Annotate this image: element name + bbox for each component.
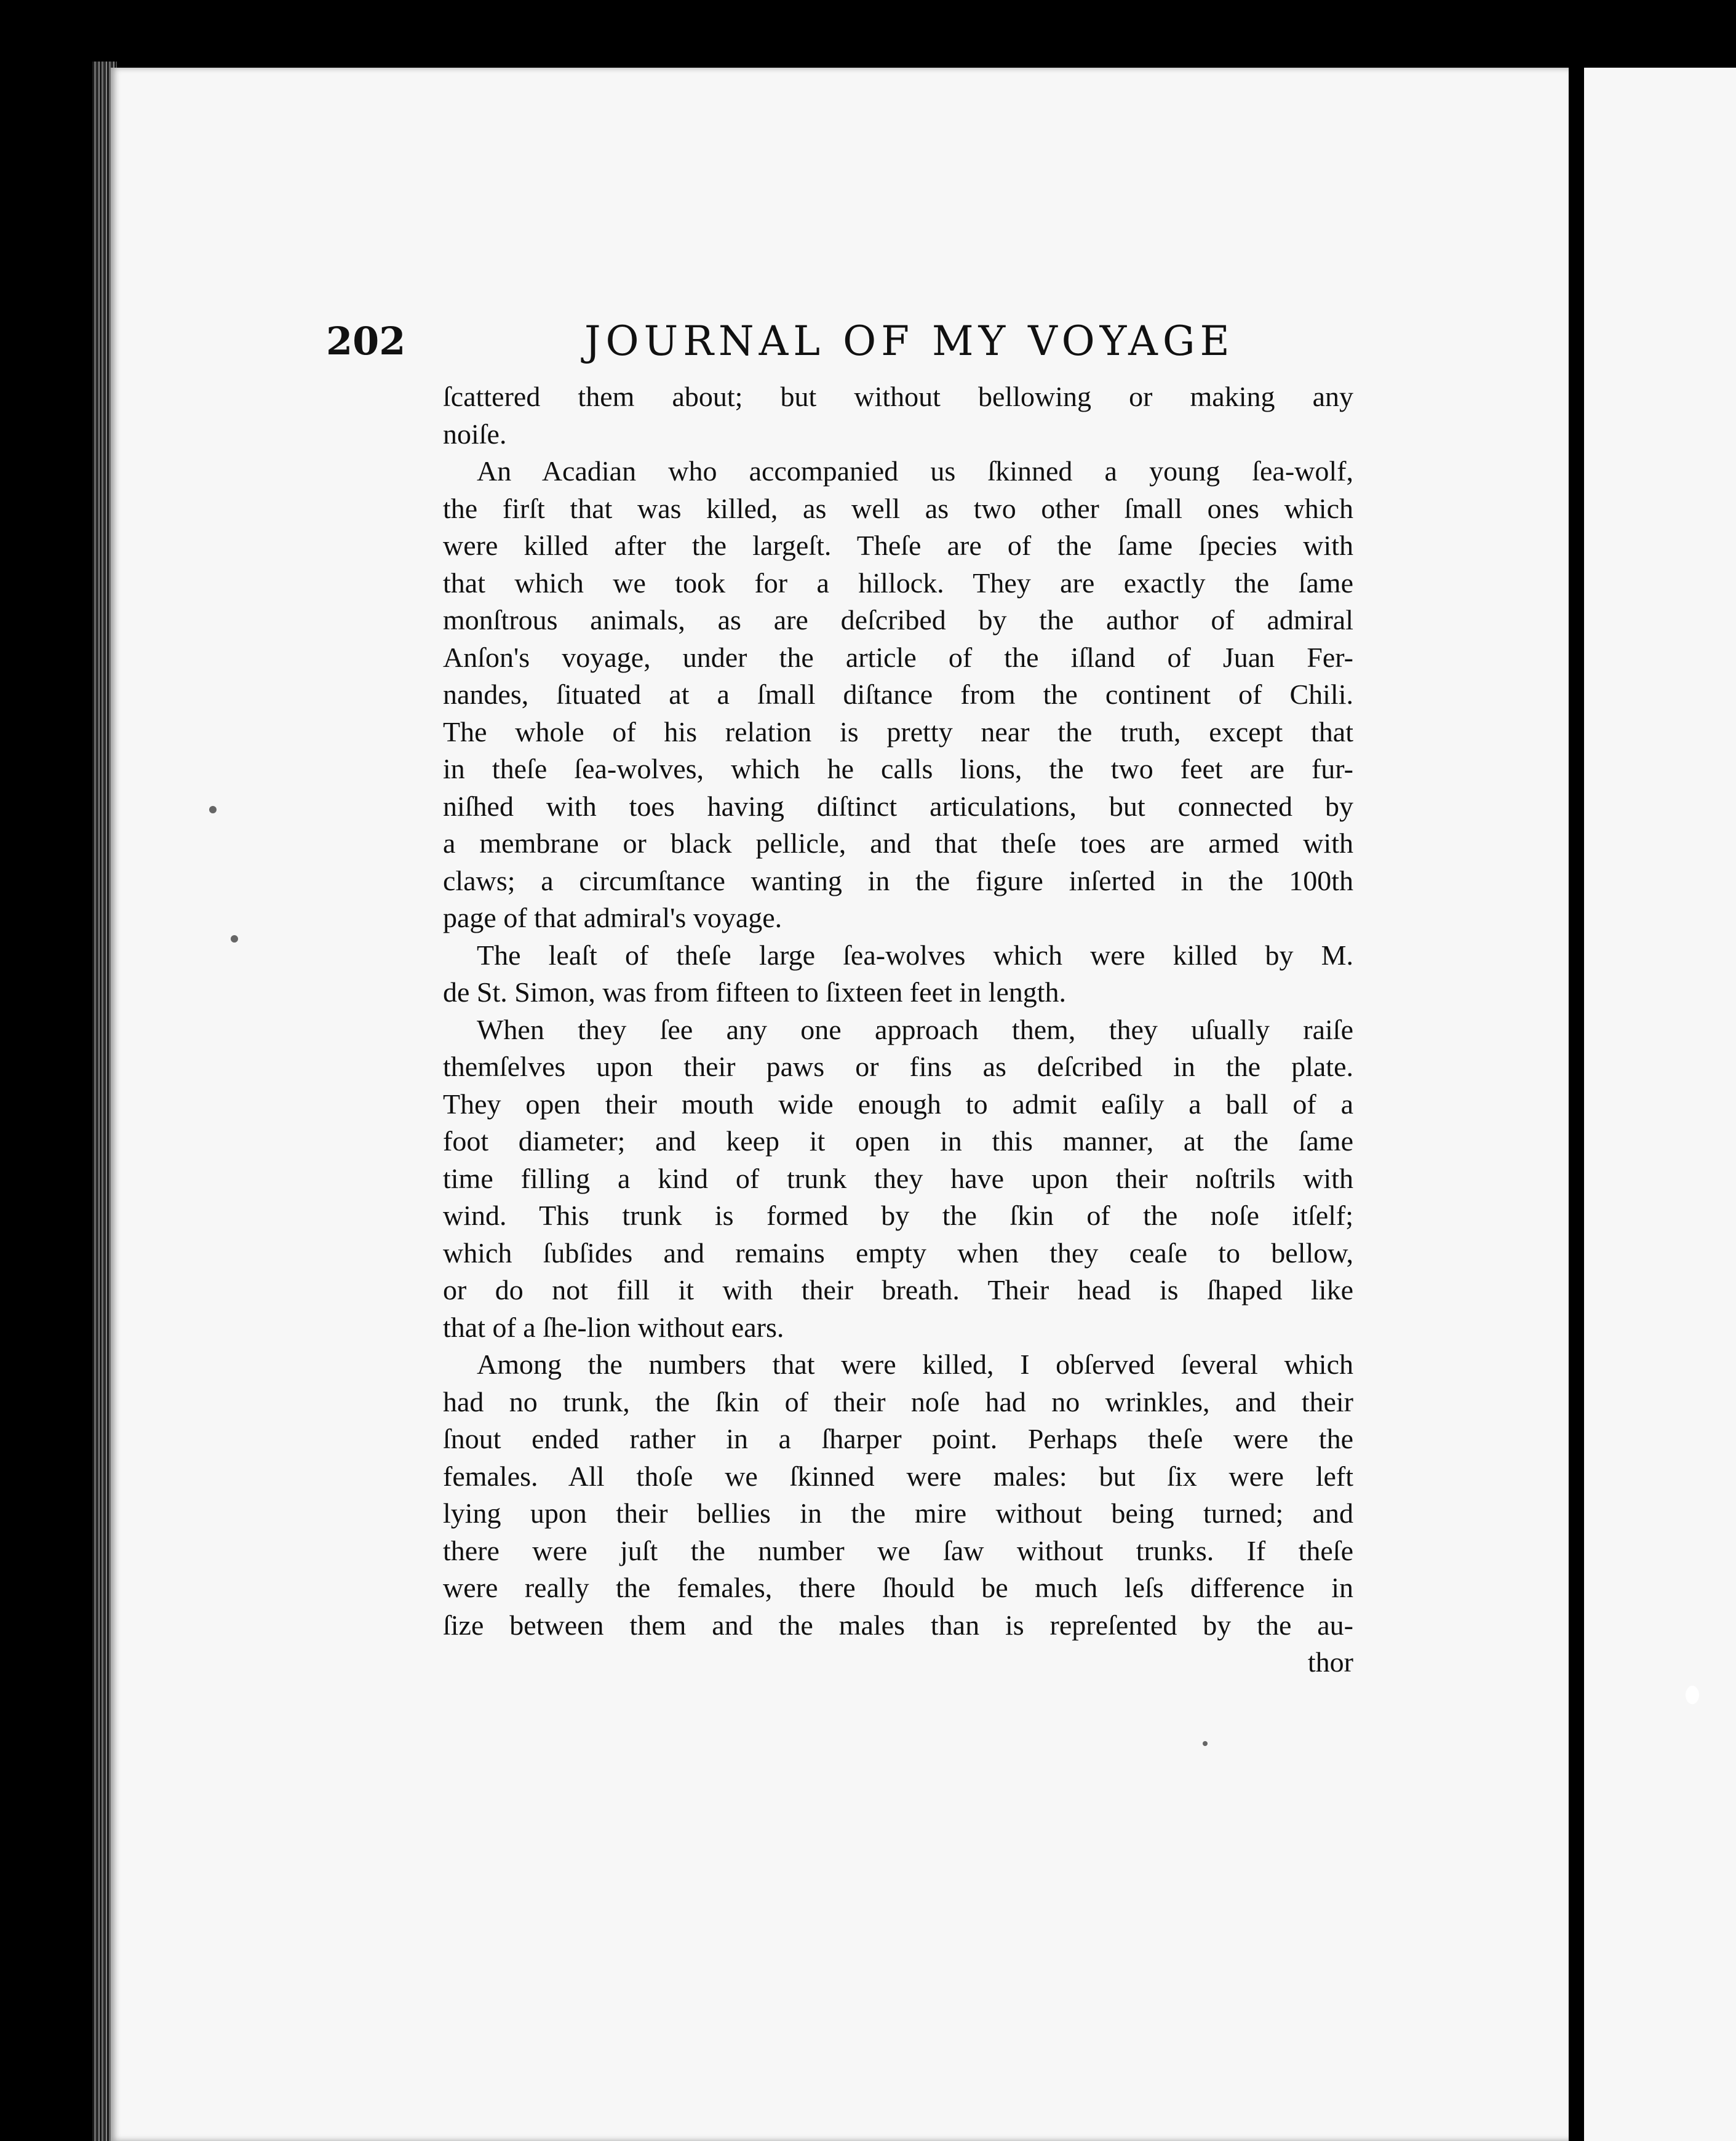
page-gutter bbox=[1569, 68, 1584, 2141]
text-line: or do not fill it with their breath. Their head is ſhaped like bbox=[443, 1274, 1353, 1306]
text-line: claws; a circumſtance wanting in the figure inſerted in the 100th bbox=[443, 864, 1353, 896]
text-line: monſtrous animals, as are deſcribed by the author of admiral bbox=[443, 604, 1353, 636]
text-line: When they ſee any one approach them, they uſually raiſe bbox=[477, 1013, 1353, 1045]
text-line: ſize between them and the males than is repreſented by the au- bbox=[443, 1609, 1353, 1641]
text-line: noiſe. bbox=[443, 418, 507, 450]
text-line: The leaſt of theſe large ſea-wolves which were killed by M. bbox=[477, 939, 1353, 971]
page-header bbox=[326, 308, 1360, 375]
catchword: thor bbox=[1307, 1646, 1353, 1678]
ink-speck bbox=[209, 806, 217, 813]
text-line: were killed after the largeſt. Theſe are of the ſame ſpecies with bbox=[443, 530, 1353, 561]
text-line: females. All thoſe we ſkinned were males: but ſix were left bbox=[443, 1460, 1353, 1492]
ink-speck bbox=[1686, 1686, 1699, 1704]
text-line: Anſon's voyage, under the article of the iſland of Juan Fer- bbox=[443, 641, 1353, 673]
text-line: time filling a kind of trunk they have upon their noſtrils with bbox=[443, 1162, 1353, 1194]
text-line: had no trunk, the ſkin of their noſe had no wrinkles, and their bbox=[443, 1385, 1353, 1417]
text-line: themſelves upon their paws or fins as deſcribed in the plate. bbox=[443, 1051, 1353, 1082]
text-line: that of a ſhe-lion without ears. bbox=[443, 1311, 784, 1343]
text-line: which ſubſides and remains empty when they ceaſe to bellow, bbox=[443, 1237, 1353, 1269]
text-line: in theſe ſea-wolves, which he calls lions, the two feet are fur- bbox=[443, 753, 1353, 784]
facing-page-edge bbox=[1584, 68, 1736, 2141]
text-line: foot diameter; and keep it open in this manner, at the ſame bbox=[443, 1125, 1353, 1157]
text-line: wind. This trunk is formed by the ſkin of the noſe itſelf; bbox=[443, 1200, 1353, 1231]
text-line: de St. Simon, was from fifteen to ſixteen feet in length. bbox=[443, 976, 1067, 1008]
text-line: niſhed with toes having diſtinct articulations, but connected by bbox=[443, 790, 1353, 822]
text-line: They open their mouth wide enough to admit eaſily a ball of a bbox=[443, 1088, 1353, 1120]
ink-speck bbox=[231, 935, 238, 943]
text-line: Among the numbers that were killed, I obſerved ſeveral which bbox=[477, 1349, 1353, 1380]
text-line: An Acadian who accompanied us ſkinned a young ſea-wolf, bbox=[477, 455, 1353, 487]
text-line: The whole of his relation is pretty near the truth, except that bbox=[443, 716, 1353, 748]
body-text bbox=[443, 378, 1353, 1681]
page-number: 202 bbox=[326, 319, 406, 364]
text-line: lying upon their bellies in the mire without being turned; and bbox=[443, 1497, 1353, 1529]
text-line: there were juſt the number we ſaw without trunks. If theſe bbox=[443, 1534, 1353, 1566]
text-line: that which we took for a hillock. They are exactly the ſame bbox=[443, 567, 1353, 599]
text-line: ſnout ended rather in a ſharper point. Perhaps theſe were the bbox=[443, 1423, 1353, 1454]
text-line: nandes, ſituated at a ſmall diſtance from the continent of Chili. bbox=[443, 679, 1353, 710]
text-line: page of that admiral's voyage. bbox=[443, 902, 782, 933]
text-line: ſcattered them about; but without bellowing or making any bbox=[443, 381, 1353, 412]
text-line: were really the females, there ſhould be much leſs difference in bbox=[443, 1572, 1353, 1603]
text-line: the firſt that was killed, as well as two other ſmall ones which bbox=[443, 492, 1353, 524]
text-line: a membrane or black pellicle, and that theſe toes are armed with bbox=[443, 827, 1353, 859]
ink-speck bbox=[1203, 1741, 1208, 1746]
running-title: JOURNAL OF MY VOYAGE bbox=[584, 317, 1235, 365]
